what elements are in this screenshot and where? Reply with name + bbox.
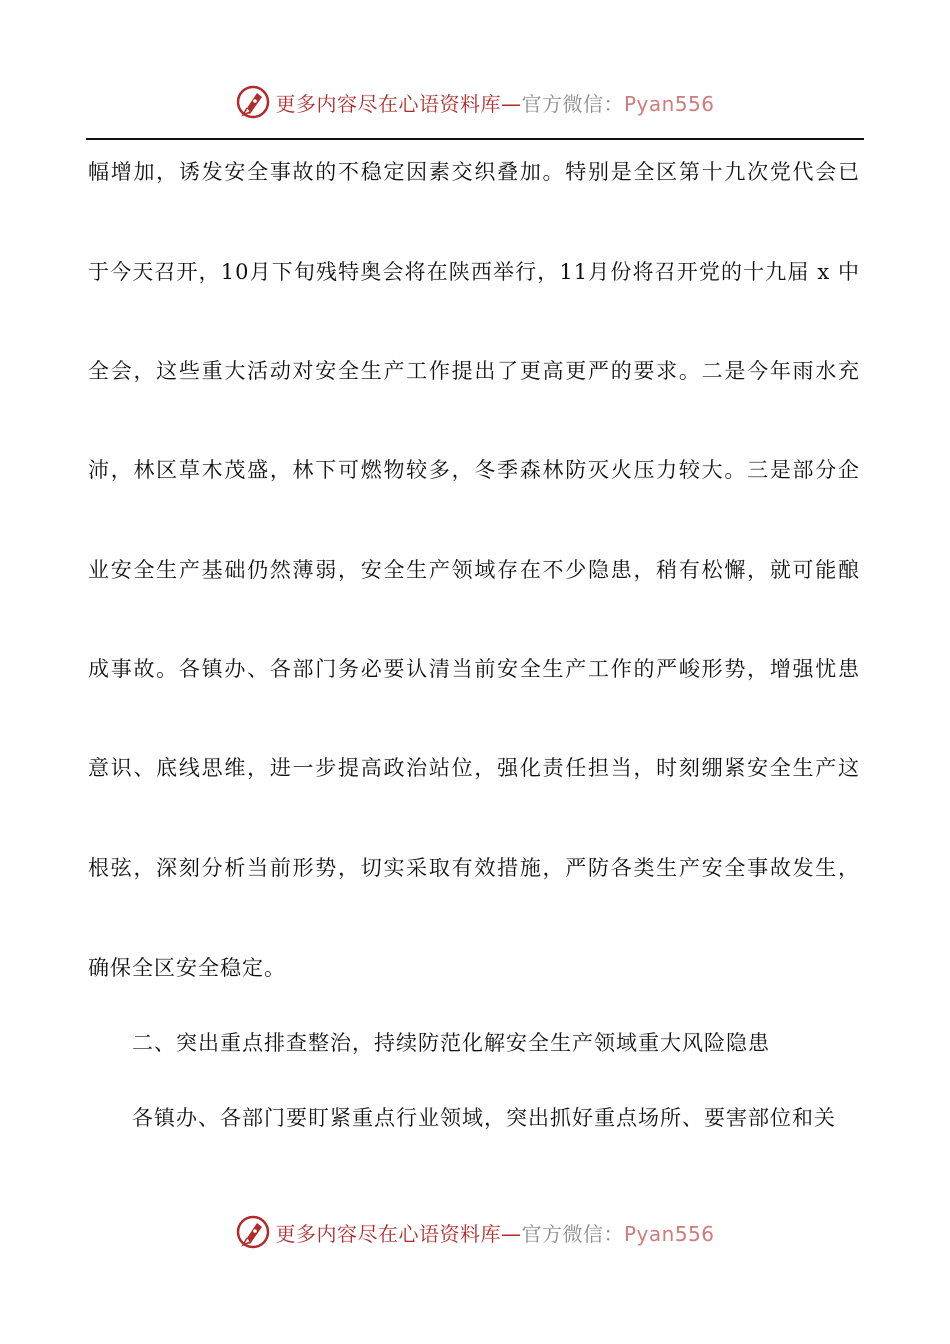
section-heading: 二、突出重点排查整治，持续防范化解安全生产领域重大风险隐患 (132, 1031, 770, 1055)
banner-wechat-id: Pyan556 (623, 91, 715, 116)
paragraph-line: 幅增加，诱发安全事故的不稳定因素交织叠加。特别是全区第十九次党代会已 (88, 160, 860, 184)
paragraph-line: 业安全生产基础仍然薄弱，安全生产领域存在不少隐患，稍有松懈，就可能酿 (88, 558, 860, 582)
header-divider (86, 138, 864, 140)
footer-banner (0, 1212, 950, 1252)
paragraph-line: 于今天召开，10月下旬残特奥会将在陕西举行，11月份将召开党的十九届 x 中 (88, 260, 860, 284)
section-first-line: 各镇办、各部门要盯紧重点行业领域，突出抓好重点场所、要害部位和关 (132, 1106, 836, 1130)
header-banner (0, 82, 950, 122)
paragraph-line: 成事故。各镇办、各部门务必要认清当前安全生产工作的严峻形势，增强忧患 (88, 657, 860, 681)
paragraph-line: 确保全区安全稳定。 (88, 956, 286, 980)
banner-site-text: 更多内容尽在心语资料库 (275, 91, 501, 116)
banner-wechat-label: 官方微信： (521, 91, 624, 116)
pen-nib-circle-icon (235, 84, 271, 120)
banner-dash: — (500, 91, 522, 116)
paragraph-line: 沛，林区草木茂盛，林下可燃物较多，冬季森林防灭火压力较大。三是部分企 (88, 458, 860, 482)
banner-wechat-id: Pyan556 (623, 1221, 715, 1246)
banner-text (275, 88, 714, 117)
banner-dash: — (500, 1221, 522, 1246)
paragraph-line: 全会，这些重大活动对安全生产工作提出了更高更严的要求。二是今年雨水充 (88, 359, 860, 383)
pen-nib-circle-icon (235, 1214, 271, 1250)
paragraph-line: 根弦，深刻分析当前形势，切实采取有效措施，严防各类生产安全事故发生， (88, 856, 860, 880)
banner-site-text: 更多内容尽在心语资料库 (275, 1221, 501, 1246)
paragraph-line: 意识、底线思维，进一步提高政治站位，强化责任担当，时刻绷紧安全生产这 (88, 756, 860, 780)
banner-text (275, 1218, 714, 1247)
banner-wechat-label: 官方微信： (521, 1221, 624, 1246)
